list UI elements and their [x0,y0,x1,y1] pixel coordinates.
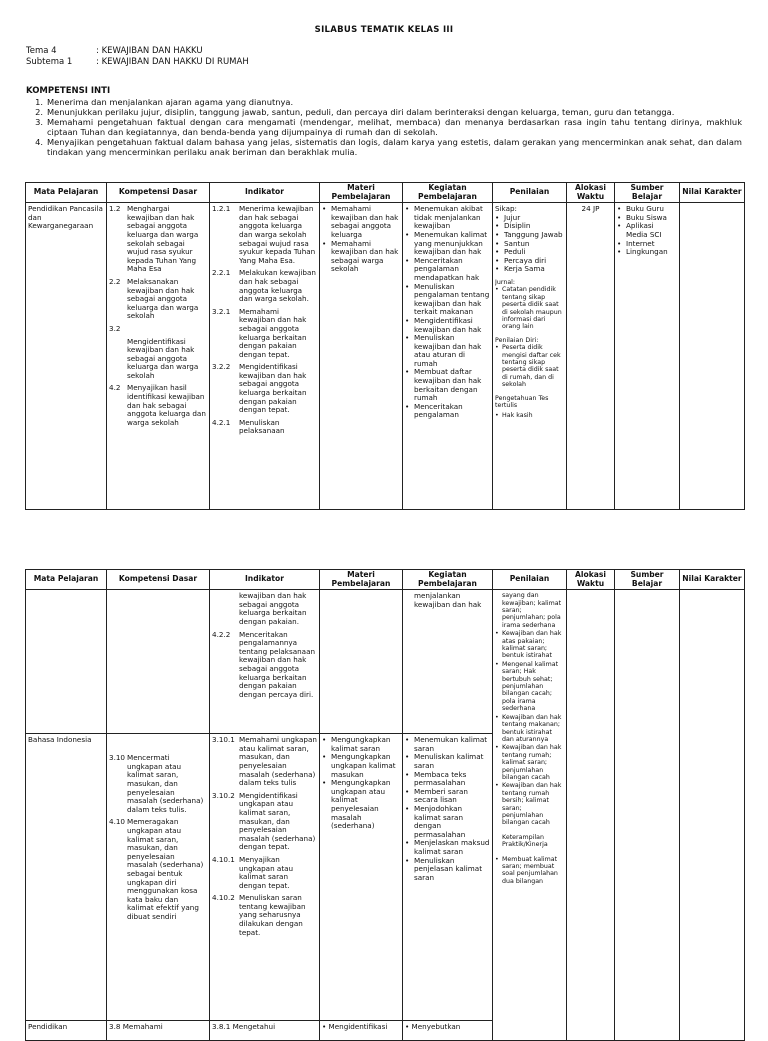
syllabus-table-2 [25,569,745,1041]
materi-item [322,736,400,753]
materi-item [322,753,400,779]
col-penilaian: Penilaian [493,183,567,203]
col-nilai: Nilai Karakter [680,183,745,203]
ki-item [26,97,742,107]
bullet-icon: • [495,229,500,239]
jurnal-label: Jurnal: [495,278,516,286]
materi-item-text: Mengungkapkan ungkapan atau kalimat penyelesaian masalah (sederhana) [331,778,391,831]
tema-value: : KEWAJIBAN DAN HAKKU [96,46,203,56]
indikator-item-num: 3.2.2 [212,362,231,372]
bullet-icon: • [405,401,410,411]
cell-kegiatan-cont: menjalankan kewajiban dan hak [403,590,493,734]
bullet-icon: • [495,247,500,257]
kegiatan-item-text: Menuliskan pengalaman tentang kewajiban dan hak terkait makanan [414,281,490,317]
cell-indikator-ppkn [210,203,320,510]
kegiatan-item-text: Menceritakan pengalaman [414,401,463,420]
ki-num: 2. [35,107,43,117]
cell-mapel-ppkn: Pendidikan Pancasila dan Kewarganegaraan [26,203,107,510]
bullet-icon: • [405,367,410,377]
pengetahuan-item [495,412,564,419]
penilaian-text: Kewajiban dan hak tentang rumah; kalimat saran; penjumlahan bilangan cacah [502,744,562,781]
kegiatan-item [405,788,490,805]
cell-kd-bi [107,734,210,1021]
kegiatan-item [405,231,490,257]
cell-materi-cont [320,590,403,734]
cell-sumber [615,203,680,510]
bullet-icon: • [495,713,499,721]
indikator-item [212,856,317,890]
kegiatan-item-text: Menjelaskan maksud kalimat saran [414,838,490,856]
ki-item [26,117,742,137]
kd-item-num: 2.2 [109,276,121,286]
indikator-item-num: 4.2.1 [212,417,231,427]
kegiatan-item [405,205,490,231]
kd-item-text: Mencermati ungkapan atau kalimat saran, masukan, dan penyelesaian masalah (sederhana) dalam teks tulis. [127,753,204,814]
tema-label: Tema 4 [26,46,57,56]
kegiatan-item-text: Menemukan akibat tidak menjalankan kewajiban [414,205,483,231]
penilaian-item [495,782,564,826]
materi-item [322,205,400,239]
pengetahuan-text: Hak kasih [502,412,533,420]
kegiatan-item-text: Membaca teks permasalahan [414,769,467,788]
penilaian-item [495,592,564,629]
indikator-item-num: 3.2.1 [212,306,231,316]
col-sumber: Sumber Belajar [615,183,680,203]
bullet-icon: • [617,221,622,231]
bullet-icon: • [405,803,410,813]
bullet-icon: • [495,660,499,668]
bullet-icon: • [617,205,622,214]
penilaian-text: Keterampilan Praktik/Kinerja [502,833,548,849]
cell-materi-bi [320,734,403,1021]
penilaian-text: Kewajiban dan hak tentang rumah bersih; kalimat saran; penjumlahan bilangan cacah [502,782,562,827]
indikator-item-num: 3.10.1 [212,736,235,745]
col-alokasi: Alokasi Waktu [567,570,615,590]
penilaian-item [495,714,564,744]
sikap-text: Percaya diri [504,255,547,265]
bullet-icon: • [495,412,499,420]
indikator-item [212,631,317,700]
cell-nilai [680,203,745,510]
cell-indikator-cont [210,590,320,734]
cell-alokasi: 24 JP [567,203,615,510]
indikator-item [212,792,317,852]
kd-item [109,338,207,381]
col-mapel: Mata Pelajaran [26,570,107,590]
bullet-icon: • [495,344,499,352]
kd-item [109,278,207,321]
kd-item [109,384,207,427]
kd-item-num: 3.10 [109,753,126,763]
penilaian-item [495,856,564,886]
jurnal-item [495,286,564,330]
ki-text: Menerima dan menjalankan ajaran agama yang dianutnya. [47,97,294,107]
cell-kegiatan-ppkn [403,203,493,510]
kd-item [109,754,207,814]
kd-item-text: Melaksanakan kewajiban dan hak sebagai anggota keluarga dan warga sekolah [127,276,199,321]
indikator-item-text: Memahami kewajiban dan hak sebagai anggota keluarga berkaitan dengan pakaian dengan tepat. [239,306,307,359]
sumber-item-text: Lingkungan [626,247,668,257]
bullet-icon: • [405,229,410,239]
indikator-item-num: 4.10.2 [212,893,235,903]
indikator-item-text: Mengidentifikasi kewajiban dan hak sebagai anggota keluarga berkaitan dengan pakaian dengan tepat. [239,362,307,415]
ki-num: 3. [35,117,43,127]
cell-kd-next: 3.8 Memahami [107,1021,210,1041]
indikator-item-text: Menerima kewajiban dan hak sebagai anggota keluarga dan warga sekolah sebagai wujud rasa syukur kepada Tuhan Yang Maha Esa. [239,205,316,265]
kd-item-text [127,325,207,334]
sikap-text: Peduli [504,247,526,257]
kegiatan-item-text: Menemukan kalimat saran [414,736,488,753]
bullet-icon: • [617,238,622,248]
kd-item-text: Menghargai kewajiban dan hak sebagai anggota keluarga dan warga sekolah sebagai wujud rasa syukur kepada Tuhan Yang Maha Esa [127,205,199,274]
kd-item-num: 4.10 [109,817,126,827]
sikap-label: Sikap: [495,205,517,214]
kegiatan-item [405,771,490,788]
indikator-item [212,363,317,415]
cell-materi-ppkn [320,203,403,510]
indikator-item-text: Menuliskan pelaksanaan [239,417,285,436]
indikator-item-num: 2.2.1 [212,268,231,278]
cell-nilai-cont [680,590,745,1041]
bullet-icon: • [495,264,500,274]
col-kd: Kompetensi Dasar [107,570,210,590]
penilaian-item [495,661,564,713]
penilaian-text: Membuat kalimat saran; membuat soal penjumlahan dua bilangan [502,855,558,885]
penilaian-text: sayang dan kewajiban; kalimat saran; penjumlahan; pola irama sederhana [502,592,562,629]
bullet-icon: • [405,855,410,865]
sumber-item [617,222,677,239]
bullet-icon: • [405,255,410,265]
sumber-item [617,248,677,257]
penilaian-text: Kewajiban dan hak tentang makanan; bentuk istirahat dan aturannya [502,713,562,743]
penilaian-notes [495,279,564,420]
indikator-item-text: Menceritakan pengalamannya tentang pelaksanaan kewajiban dan hak sebagai anggota keluarga berkaitan dengan pakaian dengan percaya diri. [239,629,316,699]
ki-item [26,107,742,117]
kegiatan-item [405,334,490,368]
indikator-item-num: 1.2.1 [212,205,231,214]
indikator-item-num: 4.10.1 [212,854,235,864]
kegiatan-item-text: Mengidentifikasi kewajiban dan hak [414,315,482,334]
col-penilaian: Penilaian [493,570,567,590]
kegiatan-item-text: Menuliskan penjelasan kalimat saran [414,855,483,882]
cell-mapel-next: Pendidikan [26,1021,107,1041]
cell-penilaian-cont [493,590,567,1041]
ki-text: Menunjukkan perilaku jujur, disiplin, tanggung jawab, santun, peduli, dan percaya diri dalam berinteraksi dengan keluarga, teman, guru dan tetangga. [47,107,675,117]
col-materi: Materi Pembelajaran [320,183,403,203]
ki-list [26,97,742,157]
kd-item-text: Memeragakan ungkapan atau kalimat saran, masukan, dan penyelesaian masalah (sederhana) sebagai bentuk ungkapan diri menggunakan kosa kata baku dan kalimat efektif yang dibuat sendiri [127,817,204,921]
kegiatan-item-text: Menuliskan kewajiban dan hak atau aturan di rumah [414,333,482,368]
bullet-icon: • [405,205,410,214]
col-sumber: Sumber Belajar [615,570,680,590]
materi-item [322,779,400,831]
bullet-icon: • [322,778,327,788]
diri-label: Penilaian Diri: [495,336,539,344]
penilaian-text: Kewajiban dan hak atas pakaian; kalimat saran; bentuk istirahat [502,630,562,660]
sumber-item-text: Aplikasi Media SCI [626,221,662,239]
cell-kegiatan-next: • Menyebutkan [403,1021,493,1041]
indikator-continued: kewajiban dan hak sebagai anggota keluarga berkaitan dengan pakaian. [239,592,307,626]
materi-item-text: Memahami kewajiban dan hak sebagai warga sekolah [331,238,399,274]
bullet-icon: • [495,255,500,265]
bullet-icon: • [405,333,410,343]
syllabus-table-1 [25,182,745,510]
kegiatan-item [405,317,490,334]
kegiatan-item [405,283,490,317]
indikator-item-num: 3.10.2 [212,790,235,800]
bullet-icon: • [495,782,499,790]
kegiatan-item-text: Menemukan kalimat yang menunjukkan kewajiban dan hak [414,229,488,257]
sikap-text: Tanggung Jawab [504,229,563,239]
cell-indikator-next: 3.8.1 Mengetahui [210,1021,320,1041]
penilaian-text: Mengenal kalimat saran; Hak bertubuh sehat; penjumlahan bilangan cacah; pola irama sederhana [502,660,559,713]
bullet-icon: • [322,205,327,214]
sikap-item [495,265,564,274]
kegiatan-item [405,257,490,283]
materi-item-text: Memahami kewajiban dan hak sebagai anggota keluarga [331,205,399,239]
cell-sumber-cont [615,590,680,1041]
cell-kegiatan-bi [403,734,493,1021]
bullet-icon [495,592,502,629]
materi-item [322,240,400,274]
col-nilai: Nilai Karakter [680,570,745,590]
subtema-label: Subtema 1 [26,57,73,67]
col-indikator: Indikator [210,183,320,203]
bullet-icon: • [322,238,327,248]
sumber-item-text: Buku Siswa [626,212,667,222]
bullet-icon: • [405,752,410,762]
cell-materi-next: • Mengidentifikasi [320,1021,403,1041]
indikator-item [212,419,317,436]
spacer [109,736,207,754]
bullet-icon: • [617,247,622,257]
sikap-text: Disiplin [504,221,531,231]
indikator-item-text: Melakukan kewajiban dan hak sebagai anggota keluarga dan warga sekolah. [239,268,316,304]
bullet-icon: • [405,838,410,848]
penilaian-item [495,834,564,849]
bullet-icon [495,834,502,849]
penilaian-item [495,744,564,781]
cell-mapel-bi: Bahasa Indonesia [26,734,107,1021]
indikator-item-text: Mengidentifikasi ungkapan atau kalimat saran, masukan, dan penyelesaian masalah (sederhana) dengan tepat. [239,790,316,852]
kd-item-num: 1.2 [109,205,121,214]
cell-alokasi-cont [567,590,615,1041]
col-mapel: Mata Pelajaran [26,183,107,203]
kegiatan-item-text: Menjodohkan kalimat saran dengan permasalahan [414,803,466,839]
kegiatan-item [405,753,490,770]
ki-text: Menyajikan pengetahuan faktual dalam bahasa yang jelas, sistematis dan logis, dalam karya yang estetis, dalam gerakan yang mencerminkan anak sehat, dan dalam tindakan yang mencerminkan perilaku anak beriman dan berakhlak mulia. [47,137,742,157]
ki-heading: KOMPETENSI INTI [26,86,111,96]
col-kegiatan: Kegiatan Pembelajaran [403,183,493,203]
kegiatan-item [405,805,490,839]
sumber-item-text: Buku Guru [626,205,664,214]
cell-penilaian-ppkn [493,203,567,510]
materi-item-text: Mengungkapkan ungkapan kalimat masukan [331,752,396,779]
sikap-text: Jujur [504,212,521,222]
cell-kd-cont [107,590,210,734]
kd-item [109,818,207,921]
bullet-icon: • [405,769,410,779]
bullet-icon: • [495,238,500,248]
col-indikator: Indikator [210,570,320,590]
kegiatan-item [405,857,490,883]
kegiatan-item [405,839,490,856]
kegiatan-item [405,368,490,402]
cell-kd-ppkn [107,203,210,510]
kd-item-num [109,338,127,381]
indikator-item [212,205,317,265]
kegiatan-item-text: Membuat daftar kewajiban dan hak berkaitan dengan rumah [414,367,482,403]
bullet-icon: • [617,212,622,222]
kegiatan-item-text: Menceritakan pengalaman mendapatkan hak [414,255,480,282]
ki-item [26,137,742,157]
kegiatan-item-text: Memberi saran secara lisan [414,786,468,805]
penilaian-item [495,630,564,660]
doc-title: SILABUS TEMATIK KELAS III [314,25,454,35]
bullet-icon: • [405,736,410,745]
col-alokasi: Alokasi Waktu [567,183,615,203]
ki-text: Memahami pengetahuan faktual dengan cara mengamati (mendengar, melihat, membaca) dan menanya berdasarkan rasa ingin tahu tentang dirinya, makhluk ciptaan Tuhan dan kegiatannya, dan benda-benda yang dijumpainya di rumah dan di sekolah. [47,117,742,137]
bullet-icon: • [405,281,410,291]
indikator-item-text: Memahami ungkapan atau kalimat saran, masukan, dan penyelesaian masalah (sederhana) dalam teks tulis [239,736,317,788]
sikap-text: Santun [504,238,530,248]
bullet-icon: • [405,786,410,796]
bullet-icon: • [405,315,410,325]
cell-mapel-cont [26,590,107,734]
indikator-item [212,894,317,937]
bullet-icon: • [322,736,327,745]
kd-item-text: Mengidentifikasi kewajiban dan hak sebagai anggota keluarga dan warga sekolah [127,336,199,380]
kd-item-num: 3.2 [109,323,121,333]
bullet-icon: • [495,744,499,752]
materi-item-text: Mengungkapkan kalimat saran [331,736,391,753]
doc-meta [26,46,249,68]
kd-item-num: 4.2 [109,383,121,393]
indikator-item [212,736,317,788]
diri-text: Peserta didik mengisi daftar cek tentang sikap peserta didik saat di rumah, dan di sekolah [502,344,561,389]
bullet-icon: • [495,286,499,294]
kegiatan-item-text: Menuliskan kalimat saran [414,752,484,770]
bullet-icon: • [495,221,500,231]
diri-item [495,344,564,388]
bullet-icon: • [322,752,327,762]
ki-num: 1. [35,97,43,107]
kd-item-text: Menyajikan hasil identifikasi kewajiban dan hak sebagai anggota keluarga dan warga sekolah [127,383,206,427]
col-materi: Materi Pembelajaran [320,570,403,590]
sumber-item-text: Internet [626,238,655,248]
pengetahuan-label: Pengetahuan Tes tertulis [495,394,549,410]
indikator-item-num: 4.2.2 [212,629,231,639]
kegiatan-item [405,403,490,420]
jurnal-text: Catatan pendidik tentang sikap peserta didik saat di sekolah maupun informasi dari orang lain [502,286,562,331]
bullet-icon: • [495,855,499,863]
indikator-item-text: Menuliskan saran tentang kewajiban yang seharusnya dilakukan dengan tepat. [239,893,306,937]
cell-indikator-bi [210,734,320,1021]
col-kd: Kompetensi Dasar [107,183,210,203]
indikator-item [212,269,317,303]
col-kegiatan: Kegiatan Pembelajaran [403,570,493,590]
ki-num: 4. [35,137,43,147]
kd-item [109,205,207,274]
indikator-item-text: Menyajikan ungkapan atau kalimat saran dengan tepat. [239,854,294,890]
kd-item [109,325,207,334]
kegiatan-item [405,736,490,753]
bullet-icon: • [495,630,499,638]
subtema-value: : KEWAJIBAN DAN HAKKU DI RUMAH [96,57,249,67]
bullet-icon: • [495,212,500,222]
sikap-text: Kerja Sama [504,264,545,274]
indikator-item [212,308,317,360]
